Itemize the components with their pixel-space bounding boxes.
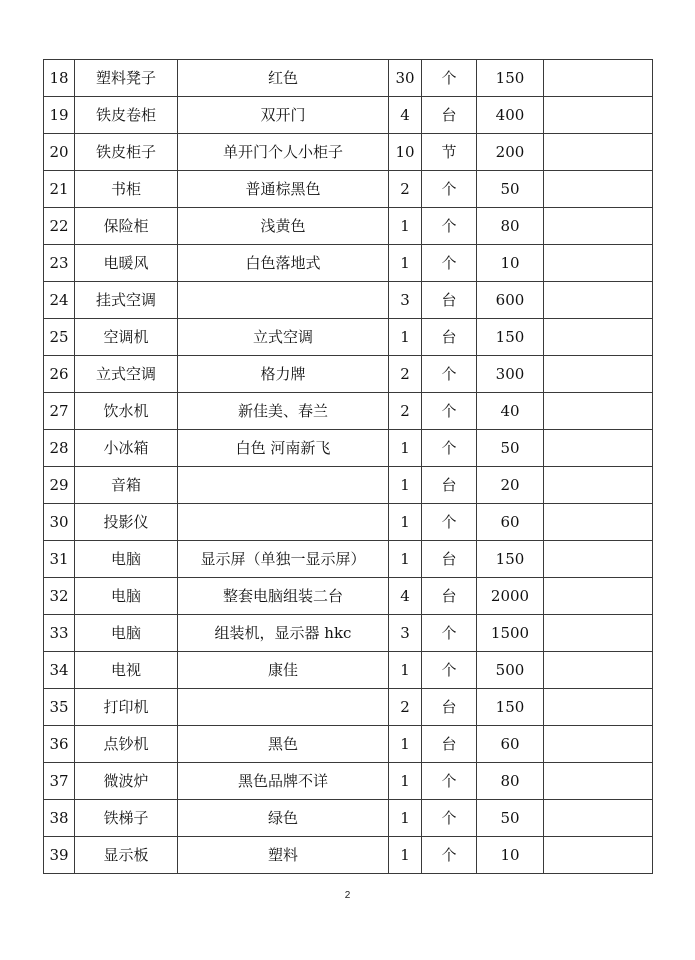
cell-item-number: 33	[44, 615, 75, 652]
cell-item-name: 电脑	[75, 578, 178, 615]
table-row	[44, 208, 653, 245]
cell-item-name: 电脑	[75, 541, 178, 578]
cell-item-spec	[178, 689, 389, 726]
table-row	[44, 134, 653, 171]
cell-unit: 个	[422, 60, 477, 97]
cell-item-number: 35	[44, 689, 75, 726]
cell-value: 10	[477, 245, 544, 282]
cell-value: 1500	[477, 615, 544, 652]
table-row	[44, 726, 653, 763]
cell-value: 150	[477, 60, 544, 97]
cell-quantity: 3	[389, 282, 422, 319]
table-row	[44, 60, 653, 97]
cell-quantity: 10	[389, 134, 422, 171]
cell-value: 400	[477, 97, 544, 134]
cell-unit: 个	[422, 393, 477, 430]
cell-item-number: 36	[44, 726, 75, 763]
cell-quantity: 1	[389, 245, 422, 282]
cell-value: 200	[477, 134, 544, 171]
cell-item-name: 书柜	[75, 171, 178, 208]
cell-item-spec: 格力牌	[178, 356, 389, 393]
cell-item-name: 打印机	[75, 689, 178, 726]
table-row	[44, 800, 653, 837]
cell-item-number: 18	[44, 60, 75, 97]
cell-quantity: 2	[389, 171, 422, 208]
table-row	[44, 652, 653, 689]
table-row	[44, 356, 653, 393]
cell-note	[544, 541, 653, 578]
page-number: 2	[344, 890, 351, 901]
cell-item-number: 30	[44, 504, 75, 541]
cell-value: 50	[477, 171, 544, 208]
cell-unit: 个	[422, 652, 477, 689]
cell-item-name: 显示板	[75, 837, 178, 874]
table-row	[44, 837, 653, 874]
cell-item-spec: 白色 河南新飞	[178, 430, 389, 467]
cell-item-number: 20	[44, 134, 75, 171]
cell-quantity: 2	[389, 356, 422, 393]
cell-item-spec: 黑色	[178, 726, 389, 763]
cell-note	[544, 97, 653, 134]
cell-item-name: 保险柜	[75, 208, 178, 245]
cell-note	[544, 800, 653, 837]
cell-unit: 个	[422, 837, 477, 874]
cell-quantity: 1	[389, 726, 422, 763]
cell-item-name: 小冰箱	[75, 430, 178, 467]
cell-unit: 个	[422, 615, 477, 652]
cell-unit: 个	[422, 245, 477, 282]
cell-item-name: 空调机	[75, 319, 178, 356]
cell-value: 300	[477, 356, 544, 393]
cell-note	[544, 726, 653, 763]
cell-quantity: 1	[389, 208, 422, 245]
cell-item-name: 立式空调	[75, 356, 178, 393]
table-row	[44, 541, 653, 578]
table-row	[44, 171, 653, 208]
cell-item-spec: 单开门个人小柜子	[178, 134, 389, 171]
cell-item-spec: 显示屏（单独一显示屏）	[178, 541, 389, 578]
cell-item-name: 电暖风	[75, 245, 178, 282]
cell-note	[544, 615, 653, 652]
cell-item-spec	[178, 467, 389, 504]
cell-item-spec: 红色	[178, 60, 389, 97]
cell-quantity: 1	[389, 837, 422, 874]
cell-quantity: 1	[389, 652, 422, 689]
cell-item-number: 29	[44, 467, 75, 504]
cell-item-spec: 整套电脑组装二台	[178, 578, 389, 615]
table-row	[44, 245, 653, 282]
cell-unit: 台	[422, 689, 477, 726]
cell-item-spec: 浅黄色	[178, 208, 389, 245]
cell-quantity: 2	[389, 393, 422, 430]
cell-quantity: 1	[389, 541, 422, 578]
cell-quantity: 2	[389, 689, 422, 726]
cell-unit: 台	[422, 726, 477, 763]
cell-unit: 个	[422, 763, 477, 800]
cell-note	[544, 356, 653, 393]
cell-item-spec: 新佳美、春兰	[178, 393, 389, 430]
cell-item-number: 32	[44, 578, 75, 615]
cell-note	[544, 171, 653, 208]
cell-item-number: 27	[44, 393, 75, 430]
cell-unit: 个	[422, 208, 477, 245]
cell-note	[544, 689, 653, 726]
cell-item-spec	[178, 282, 389, 319]
cell-item-name: 铁皮卷柜	[75, 97, 178, 134]
cell-value: 50	[477, 800, 544, 837]
cell-unit: 台	[422, 578, 477, 615]
cell-note	[544, 652, 653, 689]
cell-value: 80	[477, 208, 544, 245]
cell-item-name: 铁皮柜子	[75, 134, 178, 171]
table-row	[44, 282, 653, 319]
cell-item-name: 电脑	[75, 615, 178, 652]
cell-unit: 台	[422, 97, 477, 134]
table-row	[44, 689, 653, 726]
cell-quantity: 30	[389, 60, 422, 97]
cell-note	[544, 60, 653, 97]
cell-item-spec: 普通棕黑色	[178, 171, 389, 208]
cell-note	[544, 430, 653, 467]
cell-item-spec: 康佳	[178, 652, 389, 689]
cell-item-number: 37	[44, 763, 75, 800]
cell-item-spec: 组装机，显示器 hkc	[178, 615, 389, 652]
cell-item-number: 34	[44, 652, 75, 689]
cell-quantity: 1	[389, 319, 422, 356]
cell-note	[544, 837, 653, 874]
table-row	[44, 615, 653, 652]
cell-value: 150	[477, 541, 544, 578]
cell-value: 2000	[477, 578, 544, 615]
cell-item-name: 电视	[75, 652, 178, 689]
cell-note	[544, 319, 653, 356]
cell-item-number: 25	[44, 319, 75, 356]
cell-note	[544, 282, 653, 319]
cell-unit: 个	[422, 430, 477, 467]
cell-value: 80	[477, 763, 544, 800]
cell-item-spec: 塑料	[178, 837, 389, 874]
cell-item-spec: 双开门	[178, 97, 389, 134]
cell-item-name: 挂式空调	[75, 282, 178, 319]
cell-item-number: 23	[44, 245, 75, 282]
cell-value: 150	[477, 319, 544, 356]
cell-item-number: 21	[44, 171, 75, 208]
cell-item-number: 28	[44, 430, 75, 467]
cell-item-name: 微波炉	[75, 763, 178, 800]
cell-item-number: 26	[44, 356, 75, 393]
cell-quantity: 4	[389, 97, 422, 134]
table-row	[44, 504, 653, 541]
cell-item-name: 塑料凳子	[75, 60, 178, 97]
cell-unit: 个	[422, 800, 477, 837]
table-row	[44, 97, 653, 134]
cell-item-number: 19	[44, 97, 75, 134]
cell-value: 500	[477, 652, 544, 689]
cell-value: 150	[477, 689, 544, 726]
table-row	[44, 393, 653, 430]
cell-item-name: 音箱	[75, 467, 178, 504]
inventory-table	[43, 59, 653, 874]
cell-item-spec	[178, 504, 389, 541]
cell-quantity: 4	[389, 578, 422, 615]
cell-item-spec: 黑色品牌不详	[178, 763, 389, 800]
cell-item-number: 24	[44, 282, 75, 319]
cell-note	[544, 578, 653, 615]
cell-note	[544, 763, 653, 800]
table-row	[44, 578, 653, 615]
inventory-table-body	[44, 60, 653, 874]
cell-value: 20	[477, 467, 544, 504]
cell-value: 50	[477, 430, 544, 467]
cell-unit: 个	[422, 171, 477, 208]
cell-unit: 节	[422, 134, 477, 171]
cell-unit: 台	[422, 319, 477, 356]
table-row	[44, 467, 653, 504]
cell-unit: 台	[422, 282, 477, 319]
cell-item-name: 投影仪	[75, 504, 178, 541]
cell-quantity: 1	[389, 504, 422, 541]
cell-item-number: 38	[44, 800, 75, 837]
cell-item-spec: 绿色	[178, 800, 389, 837]
cell-note	[544, 393, 653, 430]
cell-item-name: 点钞机	[75, 726, 178, 763]
table-row	[44, 430, 653, 467]
cell-unit: 台	[422, 467, 477, 504]
cell-item-spec: 立式空调	[178, 319, 389, 356]
cell-value: 600	[477, 282, 544, 319]
cell-item-name: 饮水机	[75, 393, 178, 430]
cell-note	[544, 504, 653, 541]
cell-value: 40	[477, 393, 544, 430]
cell-value: 10	[477, 837, 544, 874]
table-row	[44, 319, 653, 356]
cell-value: 60	[477, 726, 544, 763]
table-row	[44, 763, 653, 800]
cell-unit: 个	[422, 356, 477, 393]
cell-quantity: 3	[389, 615, 422, 652]
cell-note	[544, 208, 653, 245]
cell-quantity: 1	[389, 467, 422, 504]
cell-note	[544, 245, 653, 282]
cell-note	[544, 134, 653, 171]
cell-quantity: 1	[389, 430, 422, 467]
cell-quantity: 1	[389, 763, 422, 800]
cell-unit: 台	[422, 541, 477, 578]
cell-item-spec: 白色落地式	[178, 245, 389, 282]
cell-item-number: 39	[44, 837, 75, 874]
cell-value: 60	[477, 504, 544, 541]
cell-note	[544, 467, 653, 504]
cell-item-number: 31	[44, 541, 75, 578]
cell-item-name: 铁梯子	[75, 800, 178, 837]
cell-unit: 个	[422, 504, 477, 541]
cell-quantity: 1	[389, 800, 422, 837]
cell-item-number: 22	[44, 208, 75, 245]
